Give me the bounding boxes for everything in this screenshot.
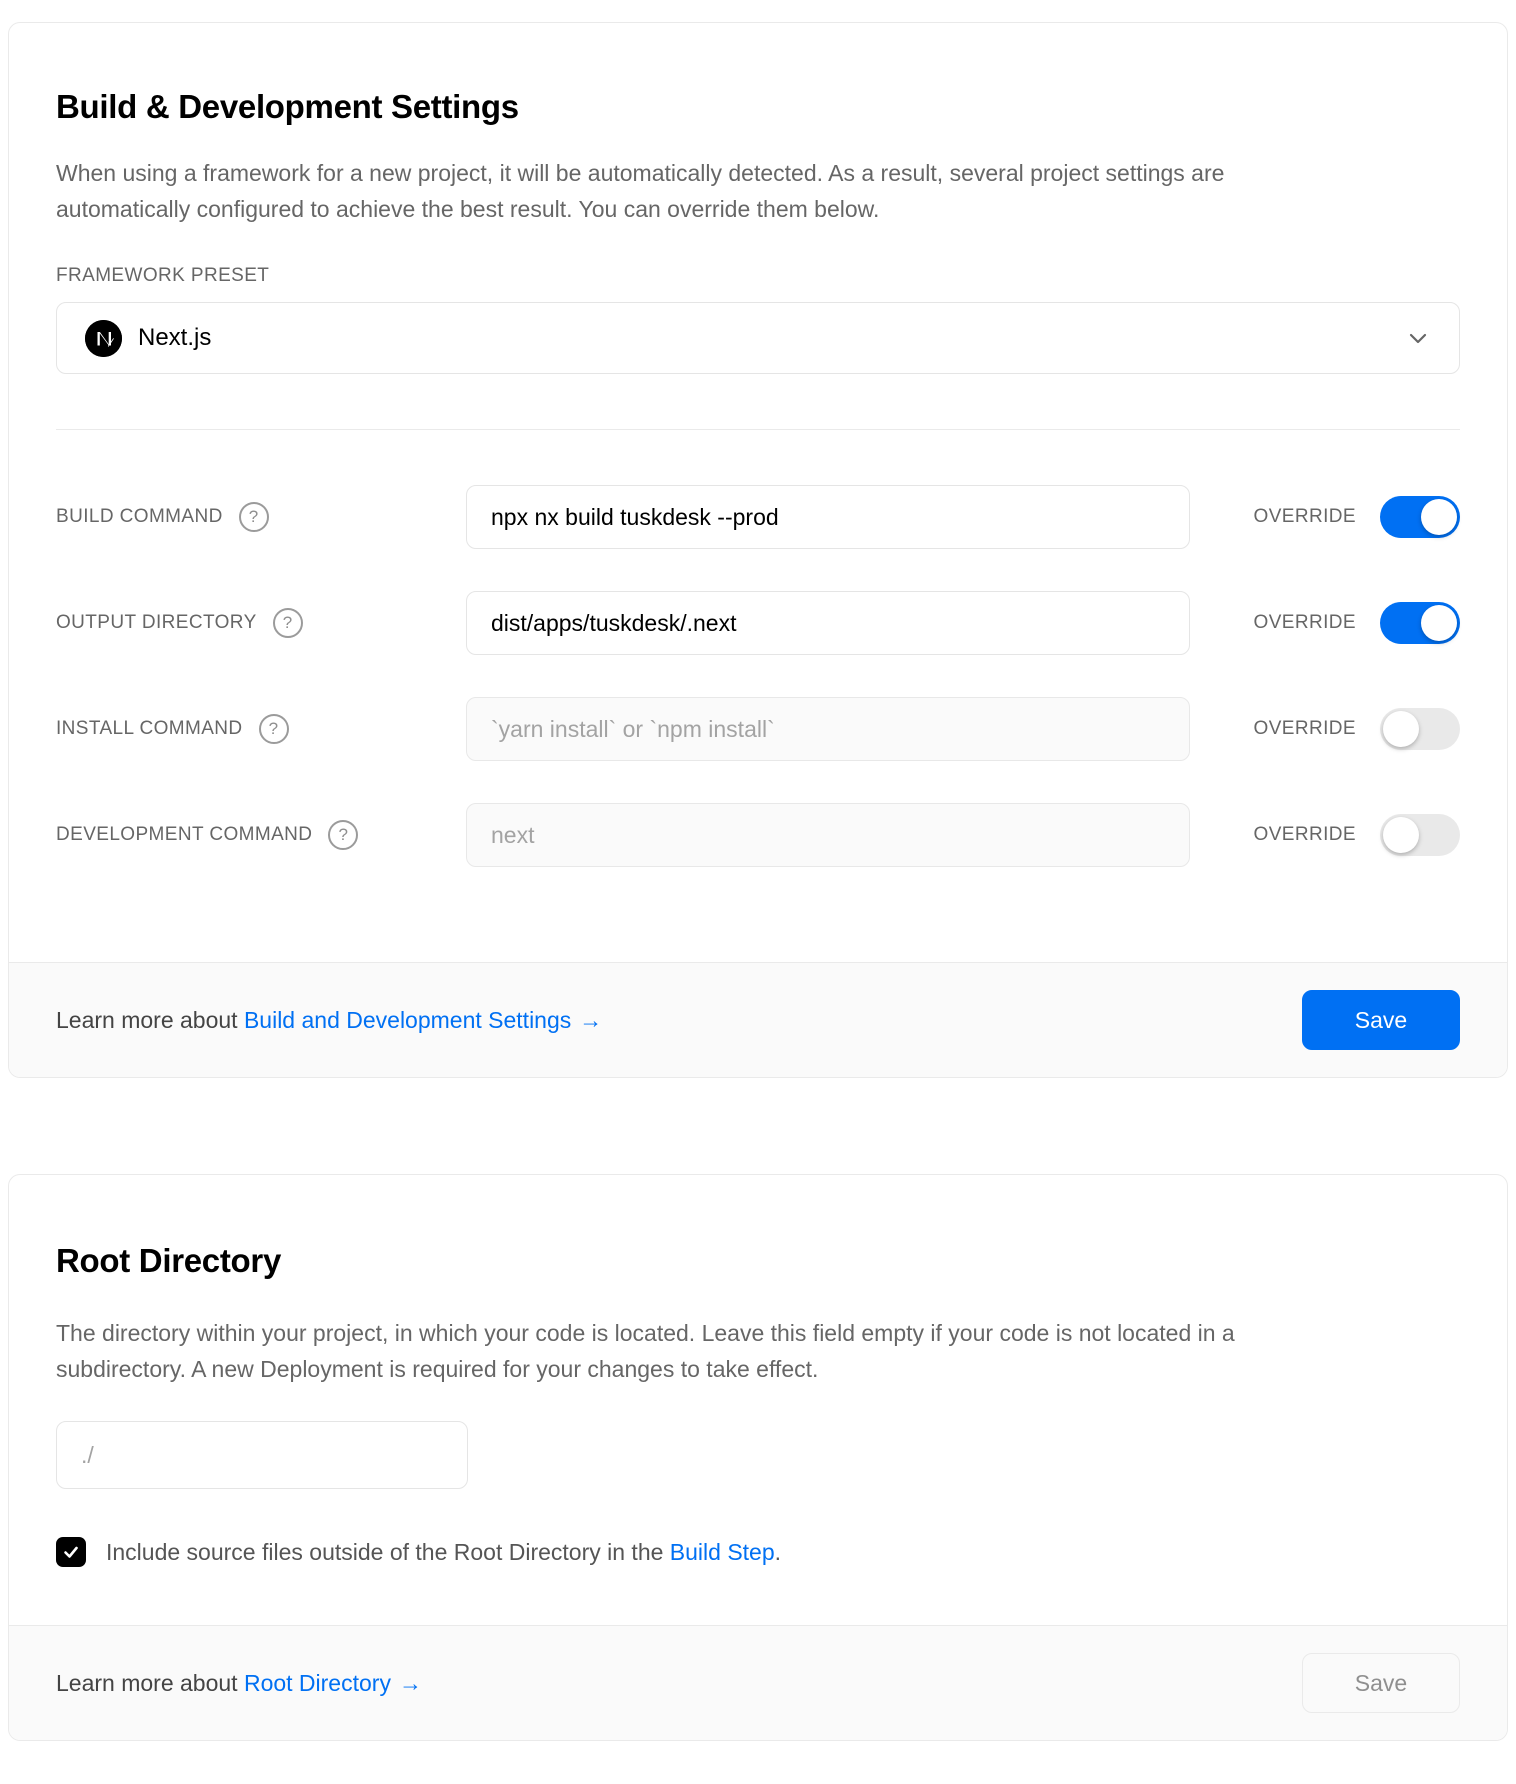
save-button-disabled[interactable]: Save [1302,1653,1460,1713]
include-source-files-checkbox[interactable] [56,1537,86,1567]
install-command-override: OVERRIDE [1190,708,1460,750]
chevron-down-icon [1403,323,1433,353]
override-toggle-development[interactable] [1380,814,1460,856]
framework-preset-select[interactable] [56,302,1460,374]
build-command-label: BUILD COMMAND ? [56,502,466,532]
build-settings-description: When using a framework for a new project, it will be automatically detected. As a result, several project settings are automatically configured to achieve the best result. You can override them below. [56,160,1225,222]
output-directory-input[interactable] [466,591,1190,655]
include-source-files-label: Include source files outside of the Root Directory in the Build Step. [106,1538,782,1565]
nextjs-icon [85,320,122,357]
toggle-knob [1421,605,1457,641]
override-toggle-build[interactable] [1380,496,1460,538]
toggle-knob [1383,817,1419,853]
learn-more-text: Learn more about Root Directory → [56,1669,422,1696]
build-settings-body [9,23,1507,962]
development-command-row [56,803,1460,867]
root-directory-title: Root Directory [56,1242,281,1279]
build-settings-docs-link[interactable]: Build and Development Settings → [243,1006,603,1033]
build-settings-footer [9,962,1507,1077]
root-directory-docs-link[interactable]: Root Directory → [243,1669,422,1696]
build-step-link[interactable]: Build Step [669,1538,775,1565]
build-settings-card [8,22,1508,1078]
root-directory-footer [9,1625,1507,1740]
build-settings-title: Build & Development Settings [56,88,519,125]
root-directory-body [9,1175,1507,1625]
build-settings-rows [56,485,1460,962]
save-button[interactable]: Save [1302,990,1460,1050]
install-command-row [56,697,1460,761]
development-command-override: OVERRIDE [1190,814,1460,856]
framework-preset-value: Next.js [138,324,212,351]
build-command-override: OVERRIDE [1190,496,1460,538]
include-source-files-row [56,1537,1460,1625]
root-directory-field [56,1421,1460,1489]
root-directory-card [8,1174,1508,1741]
arrow-right-icon: → [398,1669,422,1696]
question-mark-icon[interactable]: ? [328,820,358,850]
learn-more-text: Learn more about Build and Development Settings → [56,1006,603,1033]
install-command-label: INSTALL COMMAND ? [56,714,466,744]
override-toggle-install[interactable] [1380,708,1460,750]
section-divider [56,429,1460,430]
output-directory-row [56,591,1460,655]
output-directory-override: OVERRIDE [1190,602,1460,644]
install-command-input[interactable] [466,697,1190,761]
question-mark-icon[interactable]: ? [259,714,289,744]
arrow-right-icon: → [579,1006,603,1033]
output-directory-label: OUTPUT DIRECTORY ? [56,608,466,638]
toggle-knob [1421,499,1457,535]
toggle-knob [1383,711,1419,747]
checkmark-icon [62,1543,80,1561]
build-command-row [56,485,1460,549]
framework-preset-selected [85,320,211,357]
framework-preset-label: FRAMEWORK PRESET [56,265,270,286]
question-mark-icon[interactable]: ? [273,608,303,638]
root-directory-description: The directory within your project, in which your code is located. Leave this field empty if your code is not located in a subdirectory. A new Deployment is required for your changes to take effect. [56,1320,1235,1382]
question-mark-icon[interactable]: ? [239,502,269,532]
override-toggle-output[interactable] [1380,602,1460,644]
development-command-input[interactable] [466,803,1190,867]
build-command-input[interactable] [466,485,1190,549]
root-directory-input[interactable] [56,1421,468,1489]
development-command-label: DEVELOPMENT COMMAND ? [56,820,466,850]
